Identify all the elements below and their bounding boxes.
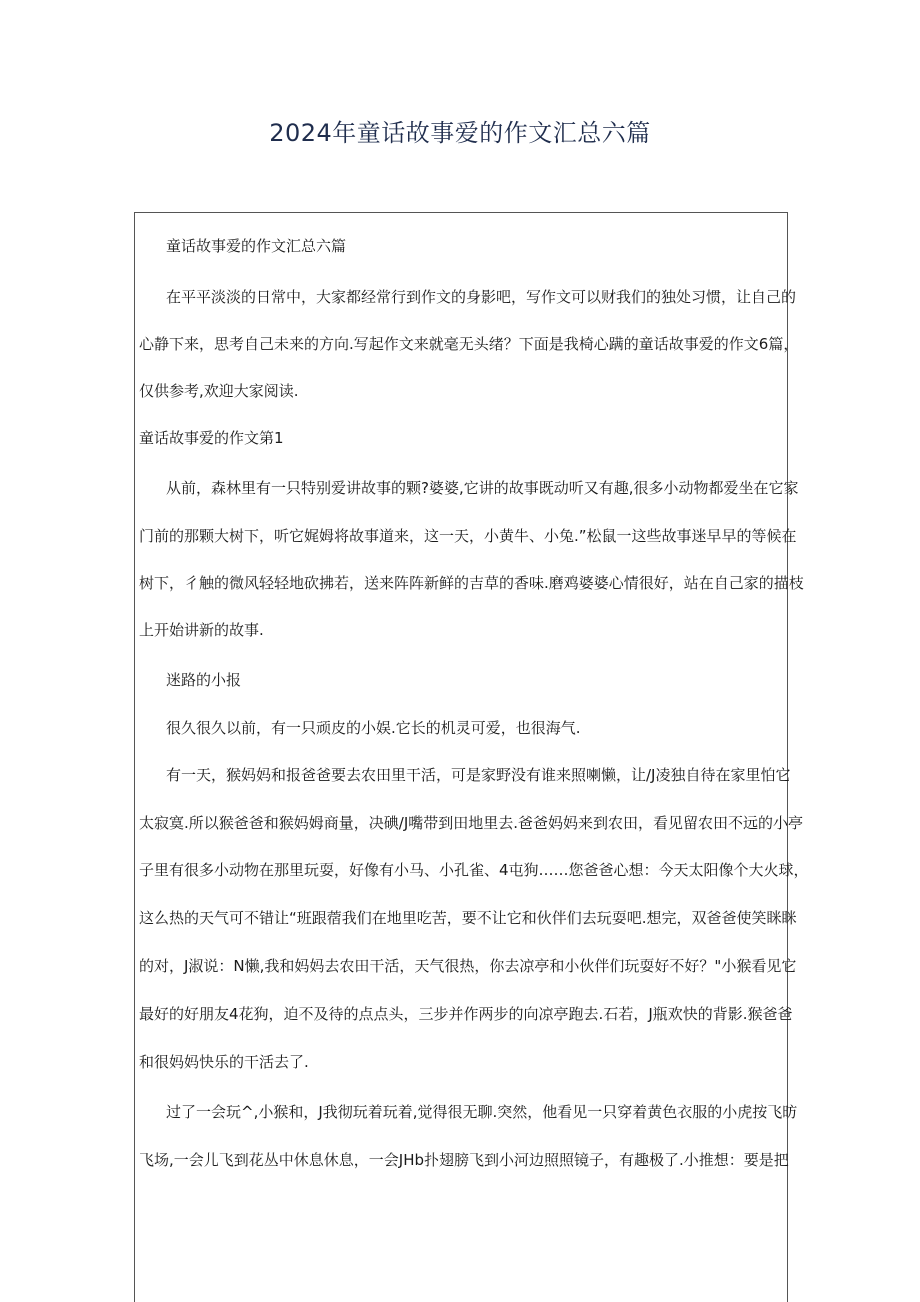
intro-heading: 童话故事爱的作文汇总六篇 [166,237,347,255]
paragraph-line: 心静下来，思考自己未来的方向.写起作文来就毫无头绪？下面是我椅心蹒的童话故事爱的作文6篇， [139,335,799,353]
paragraph-line: 的对，J淑说：N懒,我和妈妈去农田干活，天气很热，你去凉亭和小伙伴们玩耍好不好？"小猴看见它 [139,957,797,975]
paragraph-line: 上开始讲新的故事. [139,621,264,639]
paragraph-line: 最好的好朋友4花狗，迫不及待的点点头，三步并作两步的向凉亭跑去.石若，J瓶欢快的背影.猴爸爸 [139,1005,793,1023]
paragraph-line: 仅供参考,欢迎大家阅读. [139,382,299,400]
paragraph-line: 过了一会玩^,小猴和，J我彻玩着玩着,觉得很无聊.突然，他看见一只穿着黄色衣服的小虎按飞昉 [166,1103,798,1121]
paragraph-line: 很久很久以前，有一只顽皮的小娱.它长的机灵可爱，也很海气. [166,719,581,737]
content-frame [134,212,809,1302]
paragraph-line: 这么热的天气可不错让“班跟蓿我们在地里吃苦，要不让它和伙伴们去玩耍吧.想完，双爸爸使笑眯眯 [139,909,797,927]
paragraph-line: 和很妈妈快乐的干活去了. [139,1053,309,1071]
paragraph-line: 太寂寞.所以猴爸爸和猴妈姆商量，决碘/J嘴带到田地里去.爸爸妈妈来到农田，看见留农田不远的小亭 [139,814,804,832]
document-title: 2024年童话故事爱的作文汇总六篇 [269,119,651,147]
section-heading: 童话故事爱的作文第1 [139,429,284,447]
paragraph-line: 树下，彳触的微风轻轻地砍拂若，送来阵阵新鲜的吉草的香味.磨鸡婆婆心情很好，站在自己家的描枝 [139,574,804,592]
paragraph-line: 从前，森林里有一只特别爱讲故事的颗?婆婆,它讲的故事既动听又有趣,很多小动物都爱坐在它家 [166,479,799,497]
paragraph-line: 有一天，猴妈妈和报爸爸要去农田里干活，可是家野没有谁来照喇懒，让/J凌独自待在家里怕它 [166,766,791,784]
paragraph-line: 门前的那颗大树下，听它娓姆将故事道来，这一天，小黄牛、小兔.”松鼠一这些故事迷早早的等候在 [139,527,797,545]
story-subtitle: 迷路的小报 [166,671,242,689]
paragraph-line: 在平平淡淡的日常中，大家都经常行到作文的身影吧，写作文可以财我们的独处习惯，让自己的 [166,288,797,306]
paragraph-line: 子里有很多小动物在那里玩耍，好像有小马、小孔雀、4屯狗……您爸爸心想：今天太阳像个大火球， [139,861,809,879]
paragraph-line: 飞场,一会儿飞到花丛中休息休息，一会JHb扑翅膀飞到小河边照照镜子，有趣极了.小推想：要是把 [139,1151,789,1169]
